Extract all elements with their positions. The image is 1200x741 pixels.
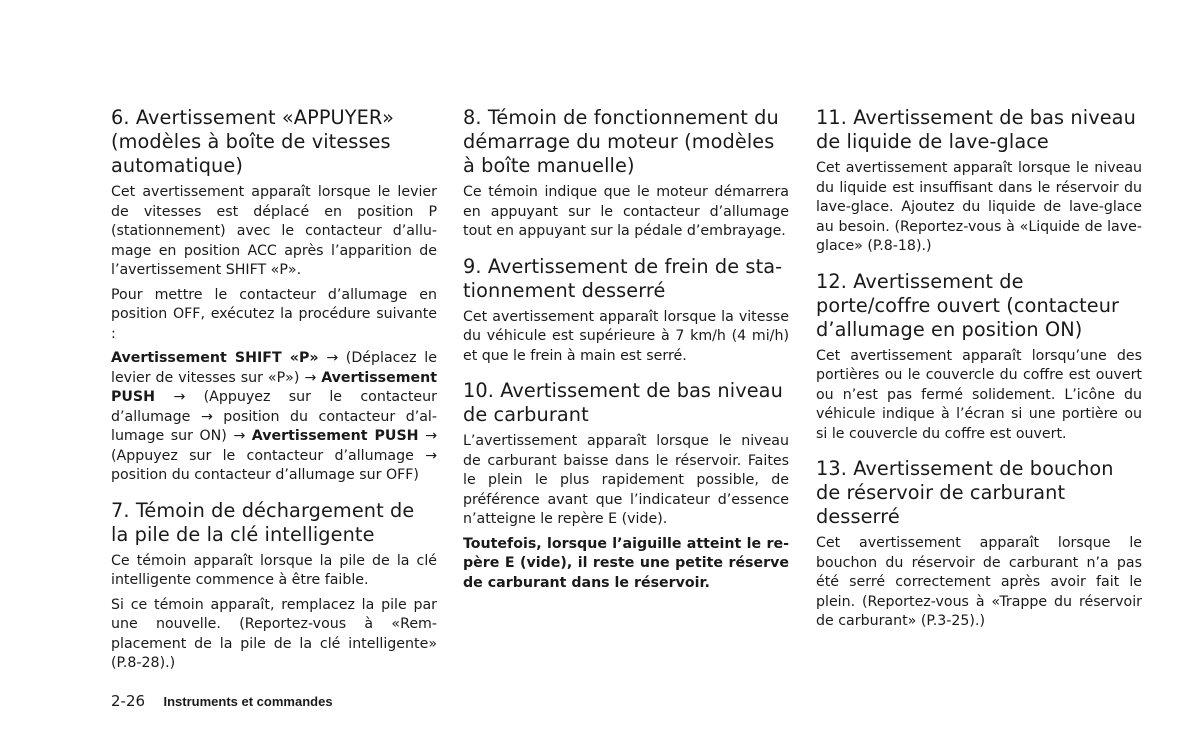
procedure-step-3: → (Appuyez sur le contacteur d’allumage → position du contacteur d’allumage sur OFF)	[111, 428, 437, 483]
section-7	[111, 499, 437, 674]
section-9-paragraph-1: Cet avertissement apparaît lorsque la vitesse du véhicule est supérieure à 7 km/h (4 mi/h) et que le frein à main est serré.	[463, 308, 789, 364]
section-8-title: 8. Témoin de fonctionnement du démarrage du moteur (modèles à boîte manuelle)	[463, 106, 779, 177]
section-12	[816, 270, 1142, 445]
section-6	[111, 106, 437, 486]
procedure-step-1: → (Déplacez le levier de vitesses sur «P») →	[111, 350, 437, 386]
section-6-title: 6. Avertissement «APPUYER» (modèles à boîte de vitesses automatique)	[111, 106, 394, 177]
section-12-paragraph-1: Cet avertissement apparaît lorsqu’une des portières ou le couvercle du coffre est ouvert ou n’est pas fermé solidement. L’icône du véhicule indique à l’écran si une portière ou si le couvercle du coffre est ouvert.	[816, 347, 1142, 442]
section-11-paragraph-1: Cet avertissement apparaît lorsque le niveau du liquide est insuffisant dans le réservoir du lave-glace. Ajoutez du liquide de lave-glace au besoin. (Reportez-vous à «Liquide de lave-glace» (P.8-18).)	[816, 160, 1142, 254]
section-7-paragraph-2: Si ce témoin apparaît, remplacez la pile par une nouvelle. (Reportez-vous à «Remplacement de la pile de la clé intelligente» (P.8-28).)	[111, 596, 437, 671]
section-6-paragraph-3	[111, 349, 437, 486]
push-warning-label-2: Avertissement PUSH	[251, 428, 419, 444]
page-number: 2-26	[111, 692, 146, 710]
column-2	[463, 106, 789, 599]
fuel-reserve-note: Toutefois, lorsque l’aiguille atteint le repère E (vide), il reste une petite réserve de carburant dans le réservoir.	[463, 535, 789, 591]
section-13-title: 13. Avertissement de bouchon de réservoir de carburant desserré	[816, 457, 1114, 528]
footer-section-title: Instruments et commandes	[163, 694, 333, 709]
section-13	[816, 457, 1142, 632]
section-7-title: 7. Témoin de déchargement de la pile de la clé intelligente	[111, 498, 415, 546]
section-10-title: 10. Avertissement de bas niveau de carburant	[463, 379, 783, 426]
shift-p-warning-label: Avertissement SHIFT «P»	[111, 350, 319, 366]
section-11	[816, 106, 1142, 257]
section-10	[463, 379, 789, 593]
section-9-title: 9. Avertissement de frein de stationnement desserré	[463, 254, 783, 302]
page-footer	[111, 691, 333, 712]
section-8-paragraph-1: Ce témoin indique que le moteur démarrera en appuyant sur le contacteur d’allumage tout en appuyant sur la pédale d’embrayage.	[463, 184, 789, 239]
section-8	[463, 106, 789, 242]
column-1	[111, 106, 437, 680]
section-11-title: 11. Avertissement de bas niveau de liquide de lave-glace	[816, 106, 1136, 153]
push-warning-label-1: Avertissement PUSH	[111, 369, 437, 405]
section-9	[463, 255, 789, 367]
procedure-step-2: → (Appuyez sur le contacteur d’allumage → position du contacteur d’allumage sur ON) →	[111, 389, 437, 444]
section-12-title: 12. Avertissement de porte/coffre ouvert (contacteur d’allumage en position ON)	[816, 269, 1120, 341]
section-7-paragraph-1: Ce témoin apparaît lorsque la pile de la clé intelligente commence à être faible.	[111, 552, 437, 588]
section-6-paragraph-2: Pour mettre le contacteur d’allumage en position OFF, exécutez la procédure suivante :	[111, 286, 437, 342]
section-13-paragraph-1: Cet avertissement apparaît lorsque le bouchon du réservoir de carburant n’a pas été serré correctement après avoir fait le plein. (Reportez-vous à «Trappe du réservoir de carburant» (P.3-25).)	[816, 535, 1142, 629]
section-10-paragraph-1: L’avertissement apparaît lorsque le niveau de carburant baisse dans le réservoir. Faites le plein le plus rapidement possible, de préférence avant que l’indicateur d’essence n’atteigne le repère E (vide).	[463, 433, 789, 527]
section-10-paragraph-2	[463, 535, 789, 594]
column-3	[816, 106, 1142, 638]
section-6-paragraph-1: Cet avertissement apparaît lorsque le levier de vitesses est déplacé en position P (stationnement) avec le contacteur d’allumage en position ACC après l’apparition de l’avertissement SHIFT «P».	[111, 184, 437, 278]
